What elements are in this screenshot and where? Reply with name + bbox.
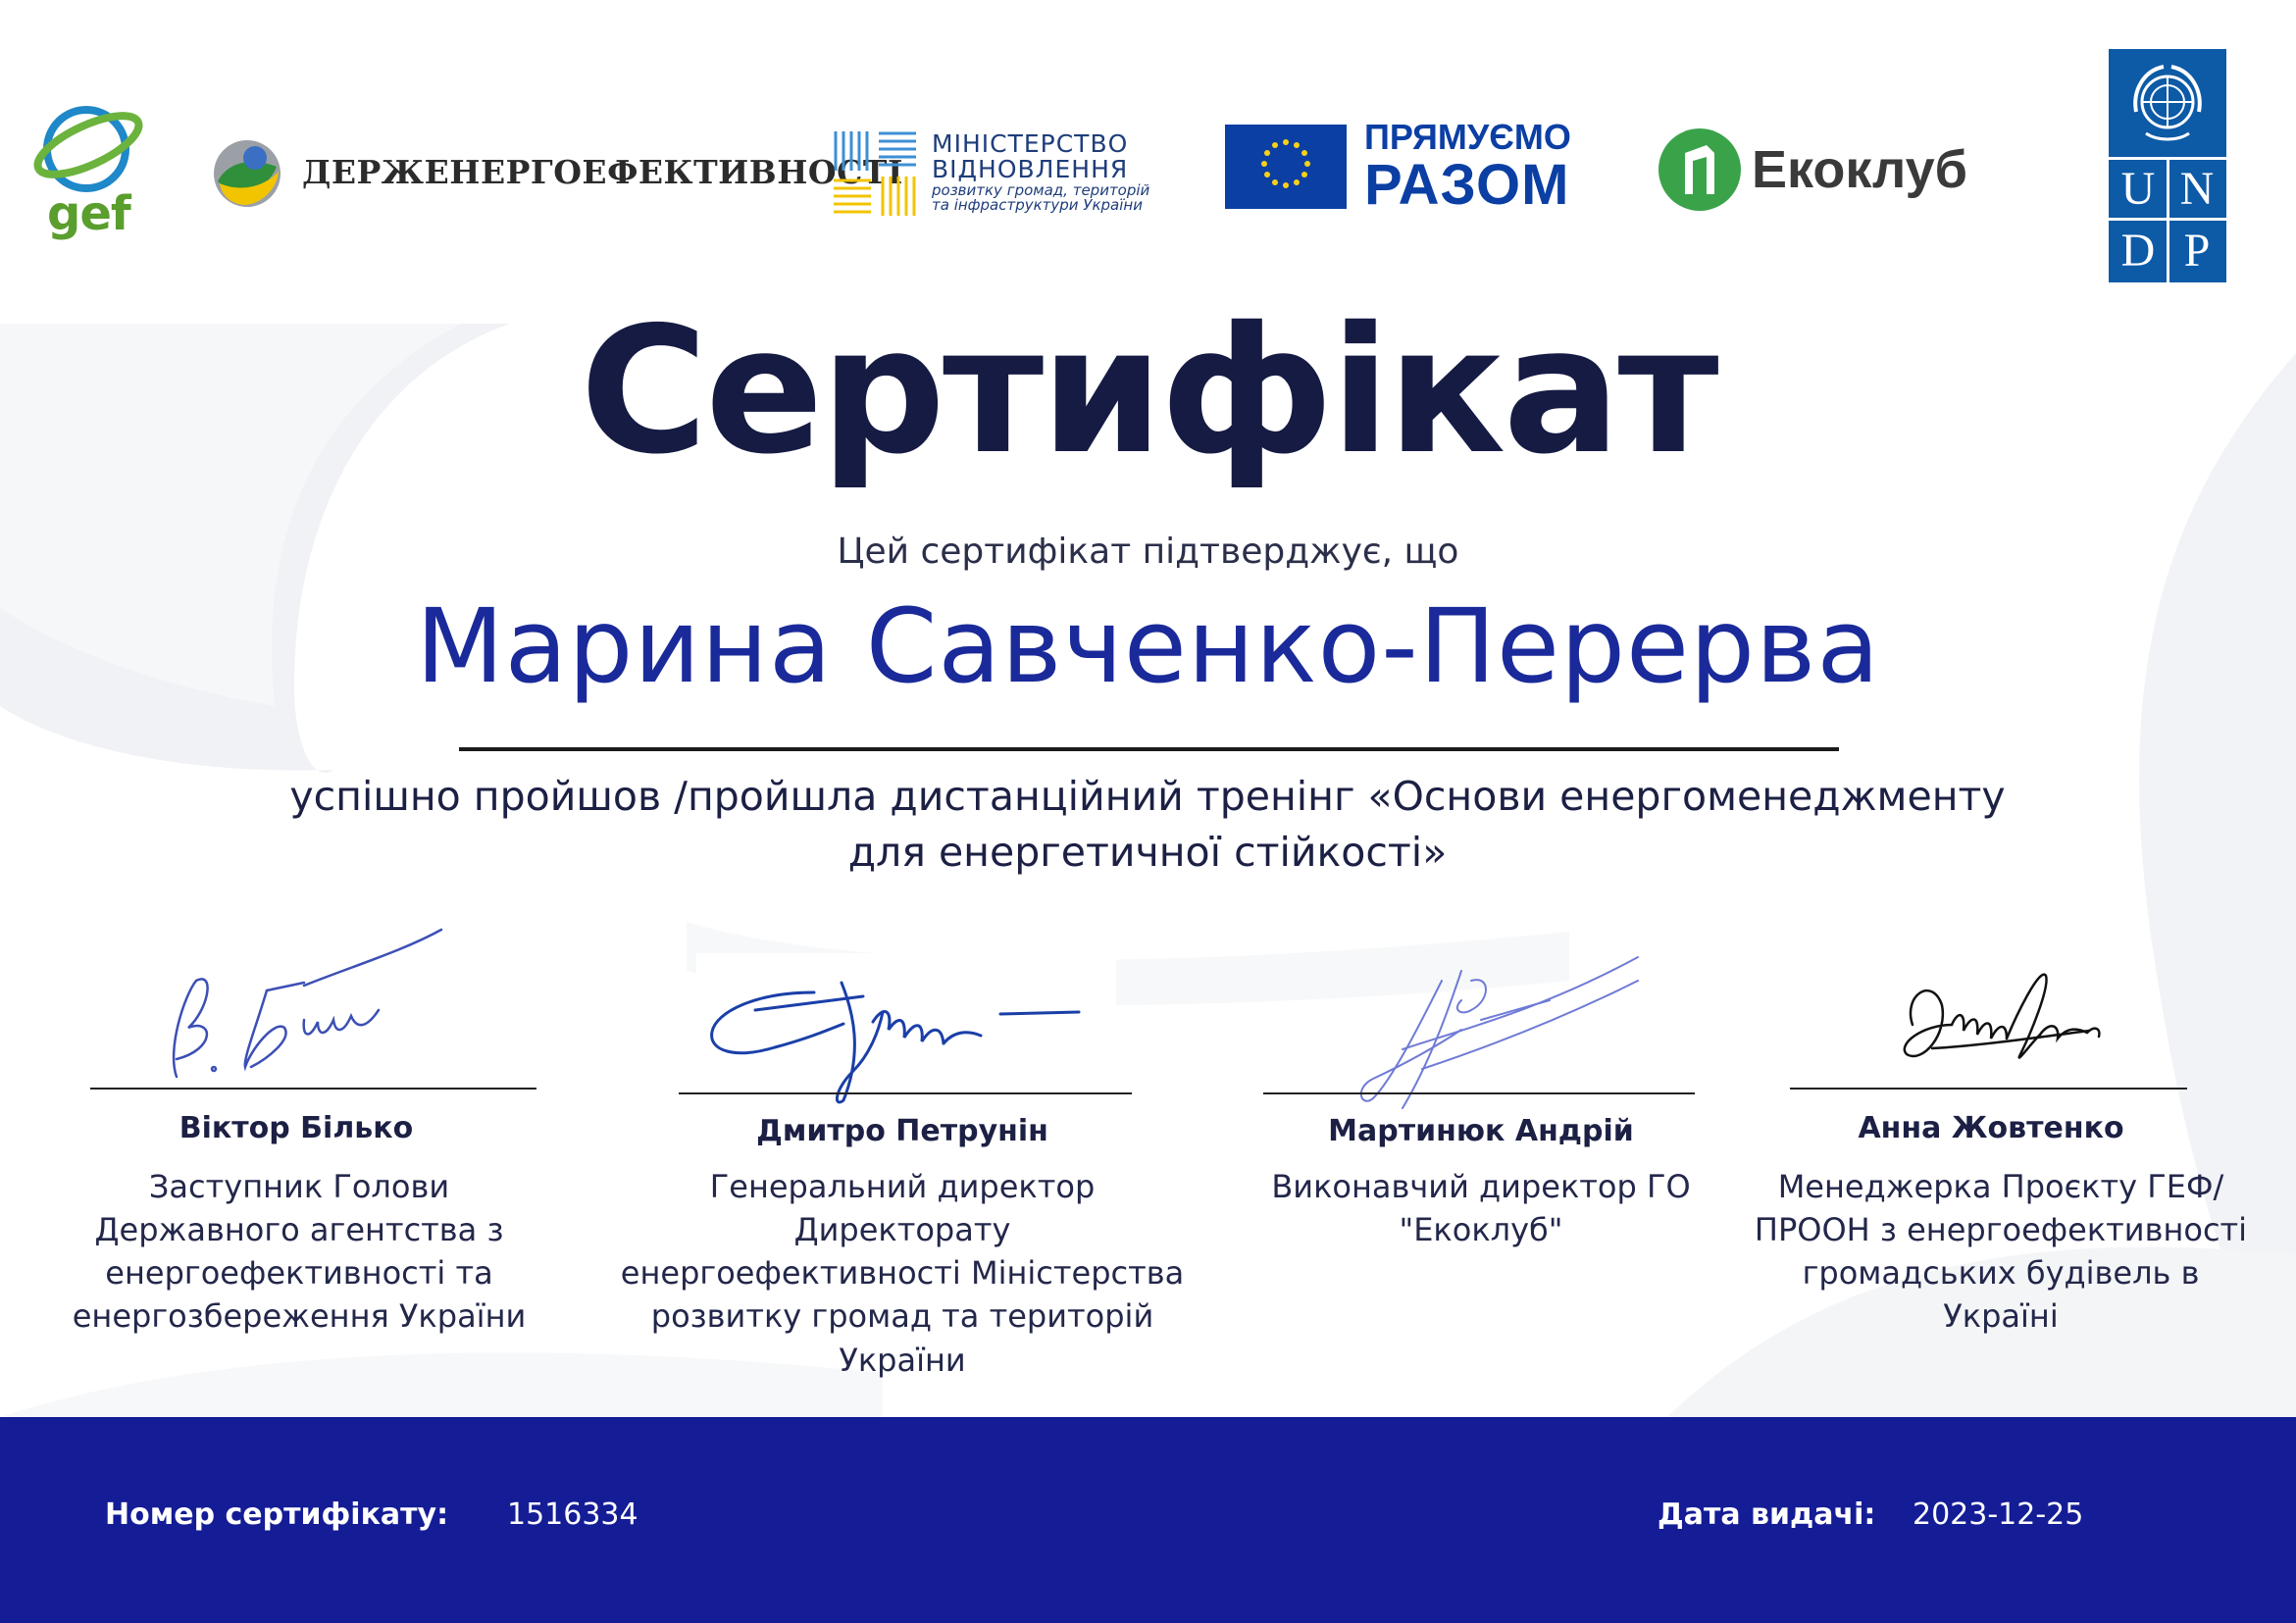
signatory-role-1-line1: Заступник Голови: [148, 1168, 450, 1205]
ministry-line1: МІНІСТЕРСТВО: [932, 129, 1129, 158]
issue-date-label: Дата видачі:: [1658, 1497, 1876, 1532]
signatory-role-4-line3: громадських будівель в: [1802, 1254, 2200, 1293]
gef-globe-icon: [29, 98, 147, 196]
signatory-name-1: Віктор Білько: [179, 1111, 414, 1145]
signature-line-3: [1263, 1092, 1695, 1094]
signatory-role-1-line4: енергозбереження України: [72, 1297, 527, 1336]
signatory-role-2-line4: розвитку громад та територій: [650, 1297, 1154, 1336]
signatory-role-4-line2: ПРООН з енергоефективності: [1754, 1211, 2248, 1249]
signatory-role-3: [1246, 1165, 1716, 1251]
derzhenergo-logo: [208, 132, 903, 211]
signatory-role-4-line1: Менеджерка Проєкту ГЕФ/: [1777, 1168, 2224, 1205]
eu-line1: ПРЯМУЄМО: [1364, 117, 1571, 158]
signature-line-4: [1790, 1088, 2187, 1090]
signatory-role-2-line2: Директорату: [793, 1211, 1011, 1249]
certificate-number-value: 1516334: [507, 1497, 638, 1532]
certificate-title: Сертифікат: [580, 289, 1716, 492]
undp-logo: [2109, 49, 2226, 282]
signatory-name-4: Анна Жовтенко: [1858, 1111, 2124, 1145]
course-line2: для енергетичної стійкості»: [847, 828, 1448, 876]
signatory-role-1: [54, 1165, 544, 1339]
ministry-logo: [832, 126, 1149, 220]
signatory-role-3-line1: Виконавчий директор ГО: [1271, 1168, 1691, 1205]
ministry-line2: ВІДНОВЛЕННЯ: [932, 155, 1129, 184]
signature-line-1: [90, 1088, 536, 1090]
ministry-line3: розвитку громад, територій: [932, 180, 1150, 199]
recipient-name: Марина Савченко-Перерва: [415, 586, 1881, 706]
certificate-number-label: Номер сертифікату:: [105, 1497, 449, 1532]
eu-flag-icon: [1225, 125, 1347, 209]
ecoclub-house-icon: [1656, 126, 1744, 214]
gef-logo: [29, 98, 147, 245]
gef-wordmark: gef: [47, 186, 130, 241]
undp-letter-p: P: [2183, 225, 2211, 277]
ministry-line4: та інфраструктури України: [932, 196, 1143, 215]
issue-date-value: 2023-12-25: [1913, 1497, 2084, 1532]
signatory-role-4-line4: Україні: [1943, 1297, 2059, 1336]
undp-letter-u: U: [2120, 163, 2156, 215]
signatory-role-2: [618, 1165, 1187, 1382]
signatory-role-2-line1: Генеральний директор: [709, 1168, 1096, 1205]
signatory-role-3-line2: "Екоклуб": [1399, 1211, 1563, 1249]
ministry-stripes-icon: [832, 127, 918, 218]
eu-together-logo: [1225, 117, 1571, 217]
signature-2: [696, 953, 1116, 1122]
recipient-underline: [459, 747, 1839, 751]
signature-line-2: [679, 1092, 1132, 1094]
signatory-role-2-line5: України: [839, 1341, 966, 1379]
confirm-text: Цей сертифікат підтверджує, що: [837, 532, 1459, 572]
energy-sphere-icon: [208, 132, 286, 211]
signatory-name-2: Дмитро Петрунін: [756, 1114, 1048, 1148]
un-emblem-icon: [2126, 61, 2209, 143]
course-line1: успішно пройшов /пройшла дистанційний тренінг «Основи енергоменеджменту: [289, 773, 2006, 820]
eu-line2: РАЗОМ: [1364, 152, 1570, 217]
undp-letter-d: D: [2120, 225, 2156, 277]
signatory-role-1-line2: Державного агентства з: [94, 1211, 504, 1249]
course-description: [118, 769, 2177, 880]
signature-1: [157, 912, 451, 1089]
ecoclub-logo: [1656, 126, 1967, 214]
signature-4: [1893, 956, 2109, 1093]
undp-letter-n: N: [2179, 163, 2215, 215]
derzhenergo-wordmark: ДЕРЖЕНЕРГОЕФЕКТИВНОСТІ: [302, 152, 903, 191]
signatory-role-1-line3: енергоефективності та: [105, 1254, 493, 1293]
ecoclub-wordmark: Екоклуб: [1752, 140, 1967, 199]
signatory-role-2-line3: енергоефективності Міністерства: [620, 1254, 1185, 1293]
signatory-role-4: [1736, 1165, 2266, 1339]
signatory-name-3: Мартинюк Андрій: [1328, 1114, 1634, 1148]
signature-3: [1344, 941, 1648, 1138]
